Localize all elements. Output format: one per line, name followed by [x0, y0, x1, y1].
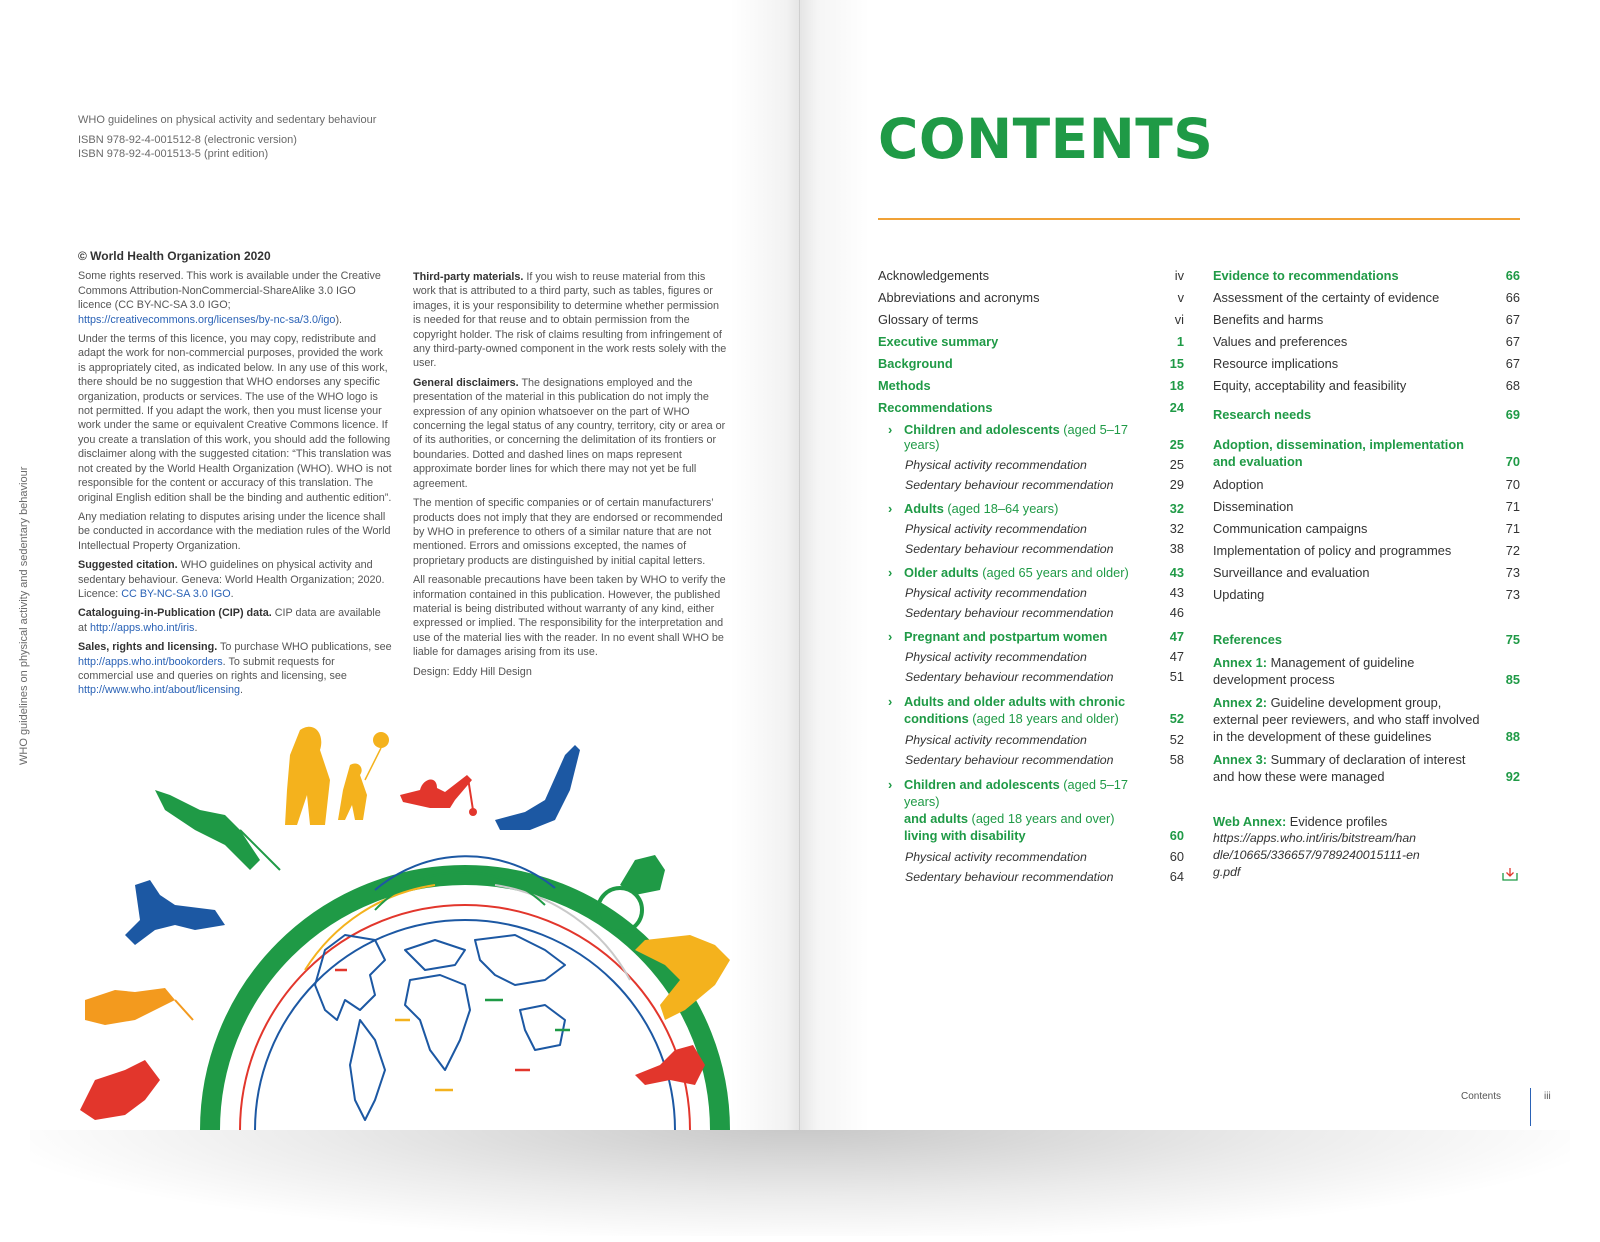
toc-label: [1213, 813, 1480, 881]
toc-label: Surveillance and evaluation: [1213, 565, 1370, 580]
toc-label: [1213, 694, 1480, 745]
toc-label-age: (aged 18 years and older): [968, 711, 1119, 726]
terms-paragraph: Under the terms of this licence, you may copy, redistribute and adapt the work for non-commercial purposes, provided the work is appropriately cited, as indicated below. In any use of this work, there should be no suggestion that WHO endorses any specific organization, products or services. The use of the WHO logo is not permitted. If you adapt the work, then you must license your work under the same or equivalent Creative Commons licence. If you create a translation of this work, you should add the following disclaimer along with the suggested citation: “This translation was not created by the World Health Organization (WHO). WHO is not responsible for the content or accuracy of this translation. The original English edition shall be the binding and authentic edition”.: [78, 333, 392, 504]
toc-item[interactable]: [878, 458, 1184, 472]
design-credit: Design: Eddy Hill Design: [413, 665, 532, 678]
toc-page: 25: [1169, 437, 1184, 452]
licensing-link[interactable]: http://www.who.int/about/licensing: [78, 684, 241, 697]
toc-page: 67: [1505, 312, 1520, 327]
toc-item[interactable]: [1213, 694, 1520, 745]
sales-end: .: [240, 684, 244, 697]
toc-label: Implementation of policy and programmes: [1213, 543, 1452, 558]
toc-item[interactable]: [878, 268, 1184, 283]
figure-dancer-blue: [125, 880, 225, 945]
toc-item[interactable]: [1213, 543, 1520, 558]
licence-text: Some rights reserved. This work is available under the Creative Commons Attribution-NonCommercial-ShareAlike 3.0 IGO licence (CC BY-NC-SA 3.0 IGO;: [78, 270, 381, 312]
publication-info: [78, 113, 376, 161]
toc-page: 71: [1505, 521, 1520, 536]
toc-page: 24: [1169, 400, 1184, 415]
copyright-heading: © World Health Organization 2020: [78, 249, 271, 263]
toc-item[interactable]: [878, 850, 1184, 864]
toc-label: Resource implications: [1213, 356, 1339, 371]
toc-label: Recommendations: [878, 400, 993, 415]
page-number: iii: [1544, 1091, 1551, 1102]
toc-label: [904, 565, 1144, 580]
map-dashes: [335, 970, 570, 1090]
figure-adult-yellow: [285, 727, 330, 825]
spine-text: WHO guidelines on physical activity and sedentary behaviour: [18, 466, 30, 765]
download-icon[interactable]: [1502, 867, 1518, 881]
toc-item[interactable]: [1213, 499, 1520, 514]
annex-key: Annex 2:: [1213, 695, 1268, 710]
toc-item[interactable]: [878, 650, 1184, 664]
toc-item[interactable]: [878, 478, 1184, 492]
toc-item[interactable]: [1213, 268, 1520, 283]
toc-label-age: (aged 18–64 years): [943, 501, 1059, 516]
toc-item[interactable]: [1213, 407, 1520, 422]
toc-label-main: Children and adolescents: [904, 777, 1060, 792]
third-party-label: Third-party materials.: [413, 271, 524, 283]
toc-item[interactable]: [878, 753, 1184, 767]
toc-label: Physical activity recommendation: [905, 458, 1087, 472]
toc-label: Sedentary behaviour recommendation: [905, 542, 1114, 556]
third-party-paragraph: [413, 270, 729, 371]
toc-label: Pregnant and postpartum women: [904, 629, 1108, 644]
toc-item[interactable]: [878, 522, 1184, 536]
toc-label: Acknowledgements: [878, 268, 989, 283]
toc-item[interactable]: [878, 776, 1184, 844]
toc-label: [904, 693, 1144, 727]
figure-runner-blue: [495, 745, 580, 830]
toc-item[interactable]: [1213, 312, 1520, 327]
toc-item[interactable]: [878, 606, 1184, 620]
sales-text-2: . To submit requests for commercial use and queries on rights and licensing, see: [78, 655, 347, 682]
world-map: [315, 935, 565, 1120]
figure-walker-yellow: [635, 935, 730, 1020]
licence-paragraph: [78, 269, 392, 327]
toc-item[interactable]: [1213, 587, 1520, 602]
toc-item[interactable]: [878, 400, 1184, 415]
toc-label-main: Older adults: [904, 565, 979, 580]
balloon: [373, 732, 389, 748]
toc-label-main: Children and adolescents: [904, 422, 1060, 437]
annex-title: Management of guideline development process: [1213, 655, 1415, 687]
toc-item[interactable]: [878, 290, 1184, 305]
isbn-print: ISBN 978-92-4-001513-5 (print edition): [78, 148, 269, 160]
toc-label: Adoption, dissemination, implementation and evaluation: [1213, 437, 1464, 469]
toc-item[interactable]: [878, 693, 1184, 727]
toc-label: Physical activity recommendation: [905, 733, 1087, 747]
globe-illustration: [75, 720, 755, 1130]
toc-label: Research needs: [1213, 407, 1312, 422]
toc-label: Methods: [878, 378, 931, 393]
licence-link[interactable]: https://creativecommons.org/licenses/by-nc-sa/3.0/igo: [78, 313, 336, 326]
right-page: [800, 0, 1600, 1130]
toc-page: 75: [1505, 632, 1520, 647]
toc-label: Physical activity recommendation: [905, 522, 1087, 536]
toc-right-column: [1213, 268, 1520, 881]
toc-page: 18: [1169, 378, 1184, 393]
mention-paragraph: The mention of specific companies or of certain manufacturers’ products does not imply that they are endorsed or recommended by WHO in preference to others of a similar nature that are not mentioned. Errors and omissions excepted, the names of proprietary products are distinguished by initial capital letters.: [413, 497, 723, 567]
toc-item[interactable]: [1213, 565, 1520, 580]
toc-page: 52: [1169, 732, 1184, 747]
toc-label: [1213, 751, 1480, 785]
toc-label: Physical activity recommendation: [905, 650, 1087, 664]
toc-item[interactable]: [878, 542, 1184, 556]
toc-item[interactable]: [878, 586, 1184, 600]
toc-label: Sedentary behaviour recommendation: [905, 606, 1114, 620]
page-title: CONTENTS: [878, 107, 1214, 171]
toc-page: 29: [1169, 477, 1184, 492]
toc-label-age: (aged 5–17 years): [904, 422, 1129, 452]
toc-page: 69: [1505, 407, 1520, 422]
toc-item[interactable]: [878, 733, 1184, 747]
toc-label-main-3: living with disability: [904, 828, 1026, 843]
toc-page: 58: [1169, 752, 1184, 767]
sales-text-1: To purchase WHO publications, see: [217, 641, 392, 654]
toc-page: 66: [1505, 268, 1520, 283]
toc-page: 72: [1505, 543, 1520, 558]
toc-label: Abbreviations and acronyms: [878, 290, 1040, 305]
toc-label: Sedentary behaviour recommendation: [905, 670, 1114, 684]
toc-label-main-2: and adults: [904, 811, 968, 826]
toc-label: Sedentary behaviour recommendation: [905, 870, 1114, 884]
cip-paragraph: [78, 606, 392, 635]
toc-label: Benefits and harms: [1213, 312, 1324, 327]
chevron-right-icon: ›: [888, 694, 893, 709]
toc-page: 64: [1169, 869, 1184, 884]
toc-left-column: [878, 268, 1184, 884]
annex-key: Web Annex:: [1213, 814, 1287, 829]
citation-paragraph: [78, 558, 392, 601]
toc-page: iv: [1174, 268, 1184, 283]
toc-page: 60: [1169, 828, 1184, 843]
cip-end: .: [194, 621, 198, 634]
toc-item[interactable]: [1213, 632, 1520, 647]
toc-page: 68: [1505, 378, 1520, 393]
licence-end: ).: [335, 313, 343, 326]
toc-page: 47: [1169, 629, 1184, 644]
toc-item[interactable]: [878, 629, 1184, 644]
toc-page: 1: [1176, 334, 1184, 349]
figure-cane-orange: [85, 988, 175, 1025]
precautions-paragraph: All reasonable precautions have been taken by WHO to verify the information contained in this publication. However, the published material is being distributed without warranty of any kind, either expressed or implied. The responsibility for the interpretation and use of the material lies with the reader. In no event shall WHO be liable for damages arising from its use.: [413, 574, 726, 659]
toc-page: 43: [1169, 565, 1184, 580]
toc-item[interactable]: [1213, 290, 1520, 305]
figure-runner-red: [80, 1060, 160, 1120]
toc-label-main: Adults: [904, 501, 944, 516]
toc-item[interactable]: [878, 378, 1184, 393]
toc-item[interactable]: [1213, 477, 1520, 492]
toc-page: 32: [1169, 521, 1184, 536]
toc-page: 71: [1505, 499, 1520, 514]
footer-section-label: Contents: [1461, 1091, 1502, 1102]
annex-title: Guideline development group, external peer reviewers, and who staff involved in the development of these guidelines: [1213, 695, 1480, 744]
disclaimer-paragraph: [413, 376, 729, 491]
disclaimer-column: [413, 270, 729, 684]
toc-page: 51: [1169, 669, 1184, 684]
copyright-column: [78, 249, 392, 703]
toc-label: Dissemination: [1213, 499, 1294, 514]
disclaimer-text: The designations employed and the presentation of the material in this publication do not imply the expression of any opinion whatsoever on the part of WHO concerning the legal status of any country, territory, city or area or of its authorities, or concerning the delimitation of its frontiers or boundaries. Dotted and dashed lines on maps represent approximate border lines for which there may not yet be full agreement.: [413, 376, 726, 490]
annex-title: Summary of declaration of interest and how these were managed: [1213, 752, 1466, 784]
web-annex-link[interactable]: https://apps.who.int/iris/bitstream/handle/10665/336657/9789240015111-eng.pdf: [1213, 831, 1420, 879]
toc-item[interactable]: [1213, 751, 1520, 785]
publication-title: WHO guidelines on physical activity and sedentary behaviour: [78, 114, 377, 126]
toc-label: References: [1213, 632, 1283, 647]
citation-text: WHO guidelines on physical activity and sedentary behaviour. Geneva: World Health Organization; 2020. Licence:: [78, 559, 385, 600]
chevron-right-icon: ›: [888, 501, 893, 516]
toc-page: 67: [1505, 356, 1520, 371]
toc-page: 67: [1505, 334, 1520, 349]
figure-jumper-red: [635, 1045, 705, 1085]
book-shadow: [30, 1126, 1570, 1236]
figure-child-yellow: [338, 763, 367, 820]
toc-item[interactable]: [1213, 436, 1520, 470]
toc-label: Equity, acceptability and feasibility: [1213, 378, 1407, 393]
toc-item[interactable]: [878, 312, 1184, 327]
toc-item[interactable]: [878, 501, 1184, 516]
toc-label-main: Adults and older adults with chronic conditions: [904, 694, 1126, 726]
toc-item[interactable]: [878, 334, 1184, 349]
annex-key: Annex 1:: [1213, 655, 1268, 670]
chevron-right-icon: ›: [888, 422, 893, 437]
sales-label: Sales, rights and licensing.: [78, 641, 218, 654]
citation-label: Suggested citation.: [78, 559, 178, 572]
toc-label: [904, 501, 1144, 516]
toc-label: Executive summary: [878, 334, 999, 349]
figure-scooter-red: [400, 775, 472, 808]
chevron-right-icon: ›: [888, 629, 893, 644]
toc-label: [904, 776, 1144, 844]
toc-page: 92: [1505, 769, 1520, 784]
left-page: [0, 0, 800, 1130]
toc-page: 70: [1505, 454, 1520, 469]
toc-label: Evidence to recommendations: [1213, 268, 1399, 283]
toc-page: 60: [1169, 849, 1184, 864]
toc-item[interactable]: [1213, 334, 1520, 349]
toc-item[interactable]: [1213, 356, 1520, 371]
annex-title: Evidence profiles: [1286, 814, 1388, 829]
toc-item[interactable]: [1213, 378, 1520, 393]
figure-walker-green: [155, 790, 260, 870]
toc-label: Background: [878, 356, 953, 371]
toc-page: 52: [1169, 711, 1184, 726]
toc-page: 88: [1505, 729, 1520, 744]
bookorders-link[interactable]: http://apps.who.int/bookorders: [78, 655, 223, 668]
sales-paragraph: [78, 640, 392, 698]
toc-item[interactable]: [878, 870, 1184, 884]
toc-page: v: [1177, 290, 1184, 305]
toc-label-age-2: (aged 18 years and over): [968, 811, 1115, 826]
toc-label: Values and preferences: [1213, 334, 1348, 349]
toc-page: 38: [1169, 541, 1184, 556]
toc-label: Physical activity recommendation: [905, 586, 1087, 600]
cip-text: CIP data are available at: [78, 607, 381, 634]
toc-page: 85: [1505, 672, 1520, 687]
toc-item[interactable]: [1213, 654, 1520, 688]
toc-label: [904, 422, 1144, 452]
toc-item[interactable]: [878, 565, 1184, 580]
toc-label: Updating: [1213, 587, 1265, 602]
toc-item[interactable]: [1213, 521, 1520, 536]
toc-page: 70: [1505, 477, 1520, 492]
toc-label: Assessment of the certainty of evidence: [1213, 290, 1440, 305]
cip-label: Cataloguing-in-Publication (CIP) data.: [78, 607, 272, 620]
toc-page: 25: [1169, 457, 1184, 472]
toc-item[interactable]: [878, 670, 1184, 684]
toc-page: 66: [1505, 290, 1520, 305]
footer-divider: [1530, 1088, 1531, 1126]
isbn-electronic: ISBN 978-92-4-001512-8 (electronic version): [78, 134, 297, 146]
mediation-paragraph: Any mediation relating to disputes arising under the licence shall be conducted in accordance with the mediation rules of the World Intellectual Property Organization.: [78, 510, 391, 552]
toc-page: 46: [1169, 605, 1184, 620]
citation-end: .: [230, 587, 234, 600]
disclaimer-label: General disclaimers.: [413, 376, 519, 389]
toc-page: 47: [1169, 649, 1184, 664]
toc-page: 73: [1505, 565, 1520, 580]
toc-item-web-annex[interactable]: [1213, 813, 1520, 881]
toc-page: 43: [1169, 585, 1184, 600]
third-party-text: If you wish to reuse material from this work that is attributed to a third party, such as tables, figures or images, it is your responsibility to determine whether permission is needed for that reuse and to obtain permission from the copyright holder. The risk of claims resulting from infringement of any third-party-owned component in the work rests solely with the user.: [413, 271, 727, 370]
chevron-right-icon: ›: [888, 777, 893, 792]
toc-label: Communication campaigns: [1213, 521, 1368, 536]
people-silhouettes: [80, 727, 730, 1120]
toc-label-age: (aged 65 years and older): [978, 565, 1129, 580]
toc-page: vi: [1174, 312, 1184, 327]
toc-label: Sedentary behaviour recommendation: [905, 478, 1114, 492]
toc-page: 15: [1169, 356, 1184, 371]
toc-label: [1213, 654, 1480, 688]
toc-item[interactable]: [878, 356, 1184, 371]
toc-label: Physical activity recommendation: [905, 850, 1087, 864]
toc-label: Glossary of terms: [878, 312, 979, 327]
citation-link[interactable]: CC BY-NC-SA 3.0 IGO: [121, 587, 231, 600]
title-divider: [878, 218, 1520, 220]
cip-link[interactable]: http://apps.who.int/iris: [90, 621, 195, 634]
toc-label: Adoption: [1213, 477, 1264, 492]
toc-label-age: (aged 5–17 years): [904, 777, 1129, 809]
toc-item[interactable]: [878, 422, 1184, 452]
toc-label: Sedentary behaviour recommendation: [905, 753, 1114, 767]
toc-page: 32: [1169, 501, 1184, 516]
annex-key: Annex 3:: [1213, 752, 1268, 767]
toc-page: 73: [1505, 587, 1520, 602]
chevron-right-icon: ›: [888, 565, 893, 580]
